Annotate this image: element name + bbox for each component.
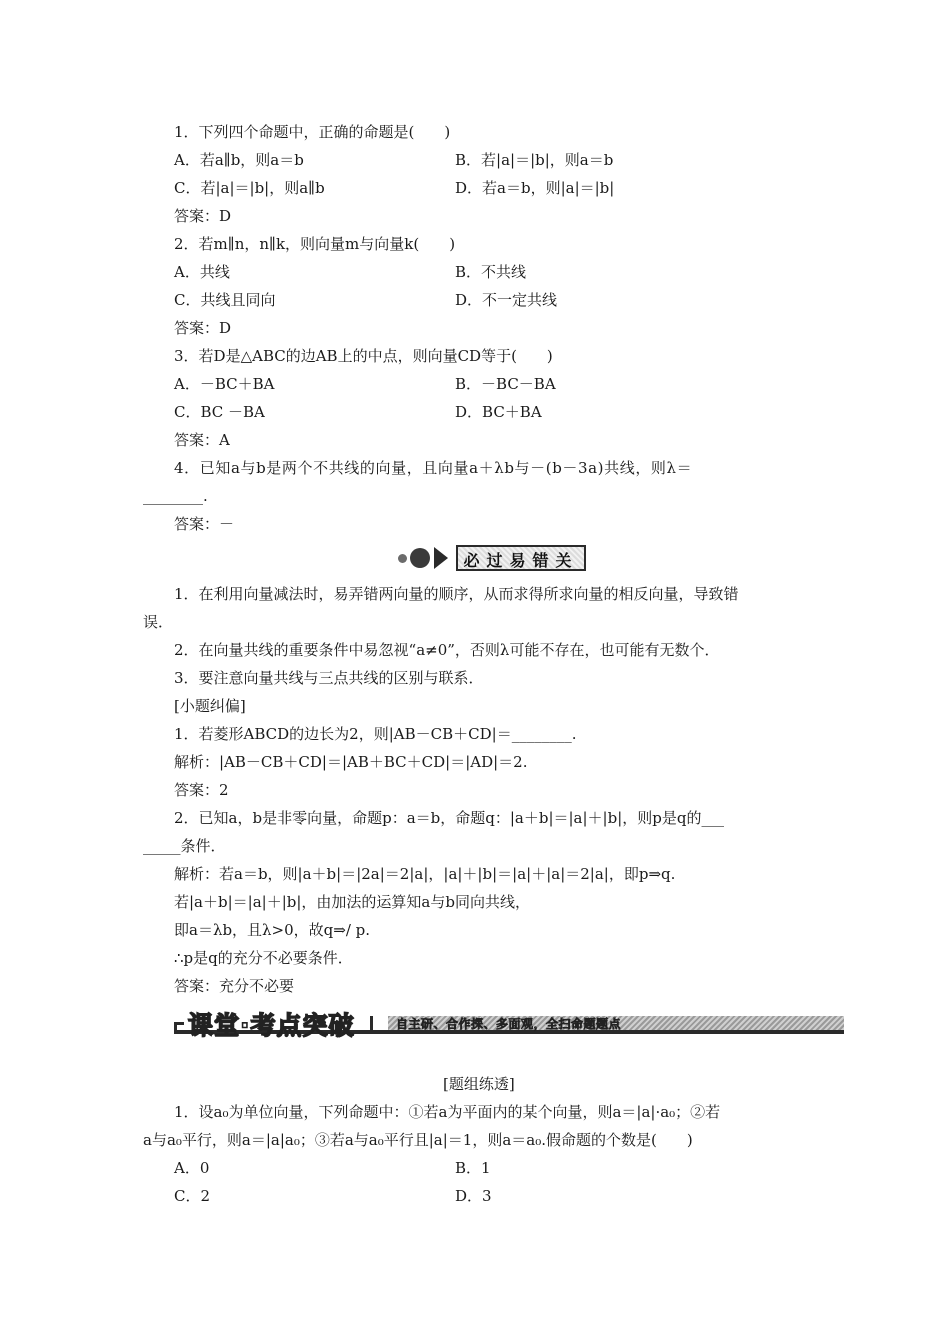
q3-option-a: A．－BC＋BA [174,375,275,393]
banner-mid-hook [370,1016,384,1030]
sq2-analysis-4: ∴p是q的充分不必要条件． [174,949,353,967]
q4-stem-cont: ________. [143,487,208,505]
gq1-stem: 1．设a₀为单位向量，下列命题中：①若a为平面内的某个向量，则a＝|a|·a₀；②若 [174,1103,721,1121]
gq1-option-b: B．1 [455,1159,491,1177]
sq2-analysis-2: 若|a＋b|＝|a|＋|b|，由加法的运算知a与b同向共线， [174,893,530,911]
sq1-stem: 1．若菱形ABCD的边长为2，则|AB－CB＋CD|＝________. [174,725,577,743]
q2-option-c: C．共线且同向 [174,291,276,309]
q3-option-c: C．BC －BA [174,403,265,421]
q1-answer: 答案：D [174,207,232,225]
classroom-banner-subtitle: 自主研、合作探、多面观，全扫命题题点 [396,1017,622,1031]
classroom-banner [174,1010,844,1040]
group-practice-heading: [题组练透] [443,1075,515,1093]
mistakes-banner [372,542,602,574]
small-questions-heading: [小题纠偏] [174,697,246,715]
mistakes-banner-title: 必过易错关 [463,551,579,570]
q3-answer: 答案：A [174,431,230,449]
gq1-option-a: A．0 [174,1159,210,1177]
q1-option-c: C．若|a|＝|b|，则a∥b [174,179,325,197]
gq1-stem-cont: a与a₀平行，则a＝|a|a₀；③若a与a₀平行且|a|＝1，则a＝a₀.假命题的个数是( ) [143,1131,693,1149]
banner-left-hook [174,1022,184,1034]
q2-answer: 答案：D [174,319,232,337]
sq2-stem-cont: _____条件． [143,837,226,855]
banner-dot-small [398,554,407,563]
mistake-point-1-cont: 误． [143,613,174,631]
classroom-banner-title: 课堂·考点突破 [188,1011,355,1040]
q1-option-a: A．若a∥b，则a＝b [174,151,304,169]
sq1-answer: 答案：2 [174,781,229,799]
banner-arrow-icon [434,547,448,569]
q4-stem: 4．已知a与b是两个不共线的向量，且向量a＋λb与－(b－3a)共线，则λ＝ [174,459,693,477]
q4-answer: 答案：－ [174,515,235,533]
q2-option-a: A．共线 [174,263,230,281]
sq2-stem: 2．已知a，b是非零向量，命题p：a＝b，命题q：|a＋b|＝|a|＋|b|，则p是q的___ [174,809,724,827]
q1-option-b: B．若|a|＝|b|，则a＝b [455,151,614,169]
mistake-point-3: 3．要注意向量共线与三点共线的区别与联系． [174,669,484,687]
gq1-option-d: D．3 [455,1187,492,1205]
q2-option-d: D．不一定共线 [455,291,558,309]
q1-stem: 1．下列四个命题中，正确的命题是( ) [174,123,451,141]
gq1-option-c: C．2 [174,1187,211,1205]
q1-option-d: D．若a＝b，则|a|＝|b| [455,179,615,197]
mistake-point-1: 1．在利用向量减法时，易弄错两向量的顺序，从而求得所求向量的相反向量，导致错 [174,585,739,603]
q3-option-b: B．－BC－BA [455,375,556,393]
sq1-analysis: 解析：|AB－CB＋CD|＝|AB＋BC＋CD|＝|AD|＝2. [174,753,528,771]
sq2-analysis-3: 即a＝λb，且λ>0，故q⇒/ p. [174,921,371,939]
mistake-point-2: 2．在向量共线的重要条件中易忽视“a≠0”，否则λ可能不存在，也可能有无数个． [174,641,720,659]
q2-stem: 2．若m∥n，n∥k，则向量m与向量k( ) [174,235,456,253]
q3-option-d: D．BC＋BA [455,403,542,421]
sq2-answer: 答案：充分不必要 [174,977,295,995]
sq2-analysis-1: 解析：若a＝b，则|a＋b|＝|2a|＝2|a|，|a|＋|b|＝|a|＋|a|＝2|a|，即p⇒q. [174,865,676,883]
banner-title-box [456,545,586,571]
q2-option-b: B．不共线 [455,263,527,281]
q3-stem: 3．若D是△ABC的边AB上的中点，则向量CD等于( ) [174,347,553,365]
banner-dot-large [410,548,430,568]
